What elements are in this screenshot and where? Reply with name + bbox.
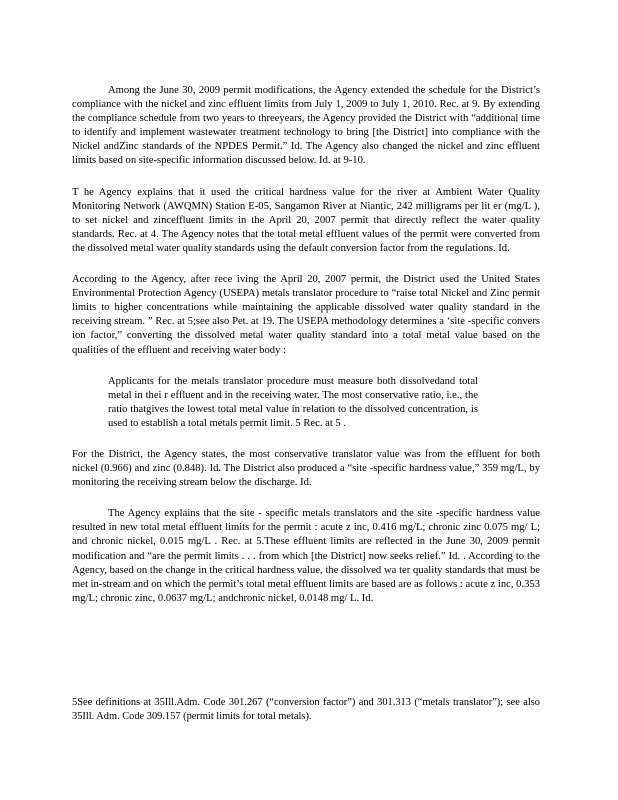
paragraph-critical-hardness: T he Agency explains that it used the critical hardness value for the river at Ambient Water Quality Monitoring Network (AWQMN) Station E-05, Sangamon River at Niantic, 242 milligrams per lit er (mg/L ), to set nickel and zinceffluent limits in the April 20, 2007 permit that directly reflect the water quality standards. Rec. at 4. The Agency notes that the total metal effluent values of the permit were converted from the dissolved metal water quality standards using the default conversion factor from the regulations. Id. [72, 186, 540, 254]
document-body [72, 84, 540, 623]
footnote: 5See definitions at 35Ill.Adm. Code 301.267 (“conversion factor”) and 301.313 (“metals translator”); see also 35Ill. Adm. Code 309.157 (permit limits for total metals). [72, 697, 540, 722]
paragraph-compliance-schedule: Among the June 30, 2009 permit modifications, the Agency extended the schedule for the District’s compliance with the nickel and zinc effluent limits from July 1, 2009 to July 1, 2010. Rec. at 9. By extending the compliance schedule from two years to threeyears, the Agency provided the District with “additional time to identify and implement wastewater treatment technology to bring [the District] into compliance with the Nickel andZinc standards of the NPDES Permit.” Id. The Agency also changed the nickel and zinc effluent limits based on site-specific information discussed below. Id. at 9-10. [72, 85, 540, 167]
paragraph-conservative-translator: For the District, the Agency states, the most conservative translator value was from the effluent for both nickel (0.966) and zinc (0.848). Id. The District also produced a “site -specific hardness value,” 359 mg/L, by monitoring the receiving stream below the discharge. Id. [72, 448, 540, 489]
paragraph-metals-translator: According to the Agency, after rece iving the April 20, 2007 permit, the District used the United States Environmental Protection Agency (USEPA) metals translator procedure to “raise total Nickel and Zinc permit limits to higher concentrations while maintaining the applicable dissolved water quality standard in the receiving stream. ” Rec. at 5;see also Pet. at 19. The USEPA methodology determines a ‘site -specific convers ion factor,” converting the dissolved metal water quality standard into a total metal value based on the qualities of the effluent and receiving water body : [72, 274, 540, 356]
block-quote: Applicants for the metals translator procedure must measure both dissolvedand total metal in thei r effluent and in the receiving water. The most conservative ratio, i.e., the ratio thatgives the lowest total metal value in relation to the dissolved concentration, is used to establish a total metals permit limit. 5 Rec. at 5 . [108, 375, 478, 429]
paragraph-new-effluent-limits: The Agency explains that the site - specific metals translators and the site -specific hardness value resulted in new total metal effluent limits for the permit : acute z inc, 0.416 mg/L; chronic zinc 0.075 mg/ L; and chronic nickel, 0.015 mg/L . Rec. at 5.These effluent limits are reflected in the June 30, 2009 permit modification and “are the permit limits . . . from which [the District] now seeks relief.” Id. . According to the Agency, based on the change in the critical hardness value, the dissolved wa ter quality standards that must be met in-stream and on which the permit’s total metal effluent limits are based are as follows : acute z inc, 0.353 mg/L; chronic zinc, 0.0637 mg/L; andchronic nickel, 0.0148 mg/ L. Id. [72, 508, 540, 604]
